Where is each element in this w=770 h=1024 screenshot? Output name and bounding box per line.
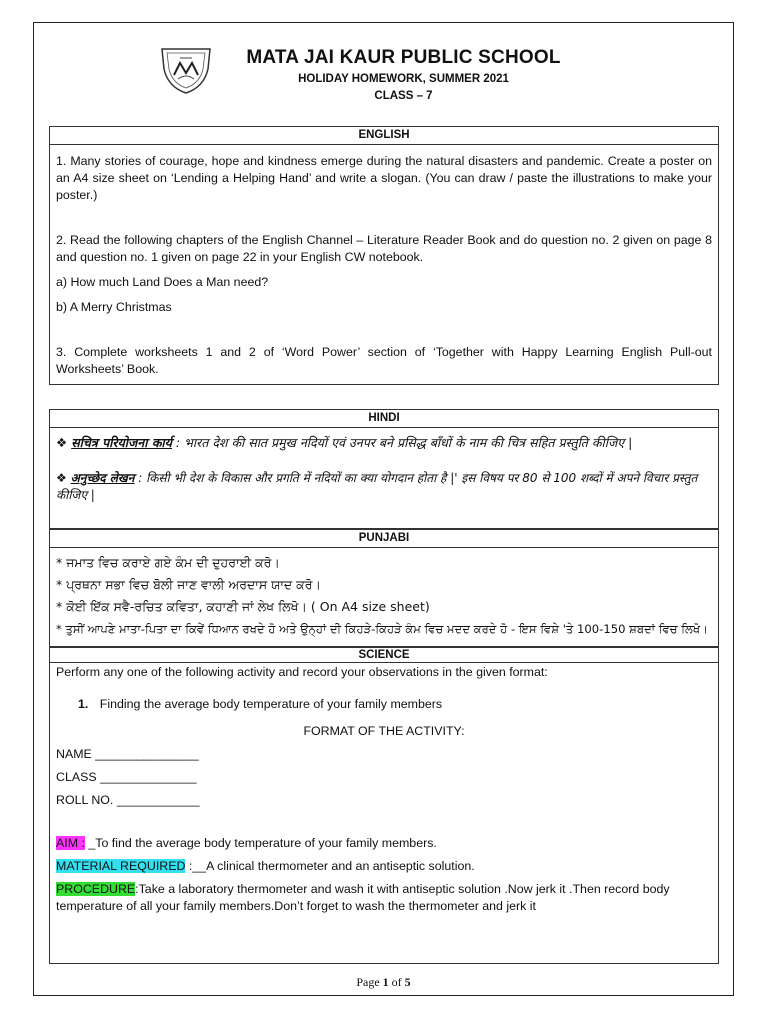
science-activity-1 [50,696,718,713]
hindi-task-2-title: अनुच्छेद लेखन [70,471,135,485]
english-chapter-b: b) A Merry Christmas [56,300,172,314]
procedure-text: :Take a laboratory thermometer and wash it with antiseptic solution .Now jerk it .Then record body temperature of all your family members.Don’t forget to wash the thermometer and jerk it [56,882,670,913]
punjabi-item: * ਜਮਾਤ ਵਿਚ ਕਰਾਏ ਗਏ ਕੰਮ ਦੀ ਦੁਹਰਾਈ ਕਰੋ। [56,555,280,570]
procedure-line [50,881,718,915]
punjabi-section [49,529,719,647]
punjabi-item: * ਤੁਸੀਂ ਆਪਣੇ ਮਾਤਾ-ਪਿਤਾ ਦਾ ਕਿਵੇਂ ਧਿਆਨ ਰਖਦੇ ਹੋ ਅਤੇ ਉਨ੍ਹਾਂ ਦੀ ਕਿਹੜੇ-ਕਿਹੜੇ ਕੰਮ ਵਿਚ ਮਦਦ ਕਰਦੇ ਹੋ - ਇਸ ਵਿਸ਼ੇ 'ਤੇ 100-150 ਸ਼ਬਦਾਂ ਵਿਚ ਲਿਖੋ। [56,622,708,636]
page-number: Page 1 of 5 [356,975,411,989]
material-text: :__A clinical thermometer and an antiseptic solution. [185,859,475,873]
english-section [49,126,719,385]
hindi-task-1-text: : भारत देश की सात प्रमुख नदियों एवं उनपर बने प्रसिद्ध बाँधों के नाम की चित्र सहित प्रस्तुति कीजिए | [175,435,633,450]
punjabi-list [50,552,718,640]
science-section [49,647,719,964]
school-name: MATA JAI KAUR PUBLIC SCHOOL [246,47,561,68]
current-page: 1 [382,975,389,989]
english-task-1: 1. Many stories of courage, hope and kindness emerge during the natural disasters and pandemic. Create a poster on an A4 size sheet on ‘Lending a Helping Hand’ and write a slogan. (You can draw / paste the illustrations to make your poster.) [56,154,712,202]
material-line [50,858,718,875]
science-intro: Perform any one of the following activity and record your observations in the given format: [56,665,548,679]
punjabi-heading: PUNJABI [50,530,718,548]
activity-text: Finding the average body temperature of your family members [99,697,443,711]
bullet-icon: ❖ [56,435,68,450]
hindi-heading: HINDI [50,410,718,428]
science-heading: SCIENCE [50,648,718,663]
english-heading: ENGLISH [50,127,718,145]
total-pages: 5 [404,975,411,989]
aim-line [50,835,718,852]
activity-format-title: FORMAT OF THE ACTIVITY: [303,724,465,738]
punjabi-item: * ਪ੍ਰਥਨਾ ਸਭਾ ਵਿਚ ਬੋਲੀ ਜਾਣ ਵਾਲੀ ਅਰਦਾਸ ਯਾਦ ਕਰੋ। [56,577,321,592]
activity-number: 1. [78,697,89,711]
bullet-icon: ❖ [56,471,67,485]
name-field: NAME _______________ [56,747,199,761]
class-label: CLASS – 7 [374,90,433,102]
aim-text: _To find the average body temperature of your family members. [84,836,437,850]
english-task-3: 3. Complete worksheets 1 and 2 of ‘Word Power’ section of ‘Together with Happy Learning English Pull-out Worksheets’ Book. [56,345,712,376]
hindi-task-2-text: : किसी भी देश के विकास और प्रगति में नदियों का क्या योगदान होता है |' इस विषय पर 80 से 100 शब्दों में अपने विचार प्रस्तुत कीजिए | [56,471,698,502]
document-page [33,22,734,996]
english-chapter-a: a) How much Land Does a Man need? [56,275,269,289]
hindi-section [49,409,719,529]
roll-no-field: ROLL NO. ____________ [56,793,200,807]
hindi-task-1 [50,434,718,451]
procedure-label: PROCEDURE [56,882,136,896]
punjabi-item: * ਕੋਈ ਇੱਕ ਸਵੈ-ਰਚਿਤ ਕਵਿਤਾ, ਕਹਾਣੀ ਜਾਂ ਲੇਖ ਲਿਖੋ। ( On A4 size sheet) [56,599,430,614]
material-label: MATERIAL REQUIRED [56,859,186,873]
hindi-task-2 [50,469,718,503]
document-header [34,23,733,121]
class-field: CLASS ______________ [56,770,197,784]
hindi-task-1-title: सचित्र परियोजना कार्य [71,435,172,450]
homework-title: HOLIDAY HOMEWORK, SUMMER 2021 [298,73,509,85]
aim-label: AIM : [56,836,85,850]
english-task-2: 2. Read the following chapters of the English Channel – Literature Reader Book and do question no. 2 given on page 8 and question no. 1 given on page 22 in your English CW notebook. [56,233,712,264]
